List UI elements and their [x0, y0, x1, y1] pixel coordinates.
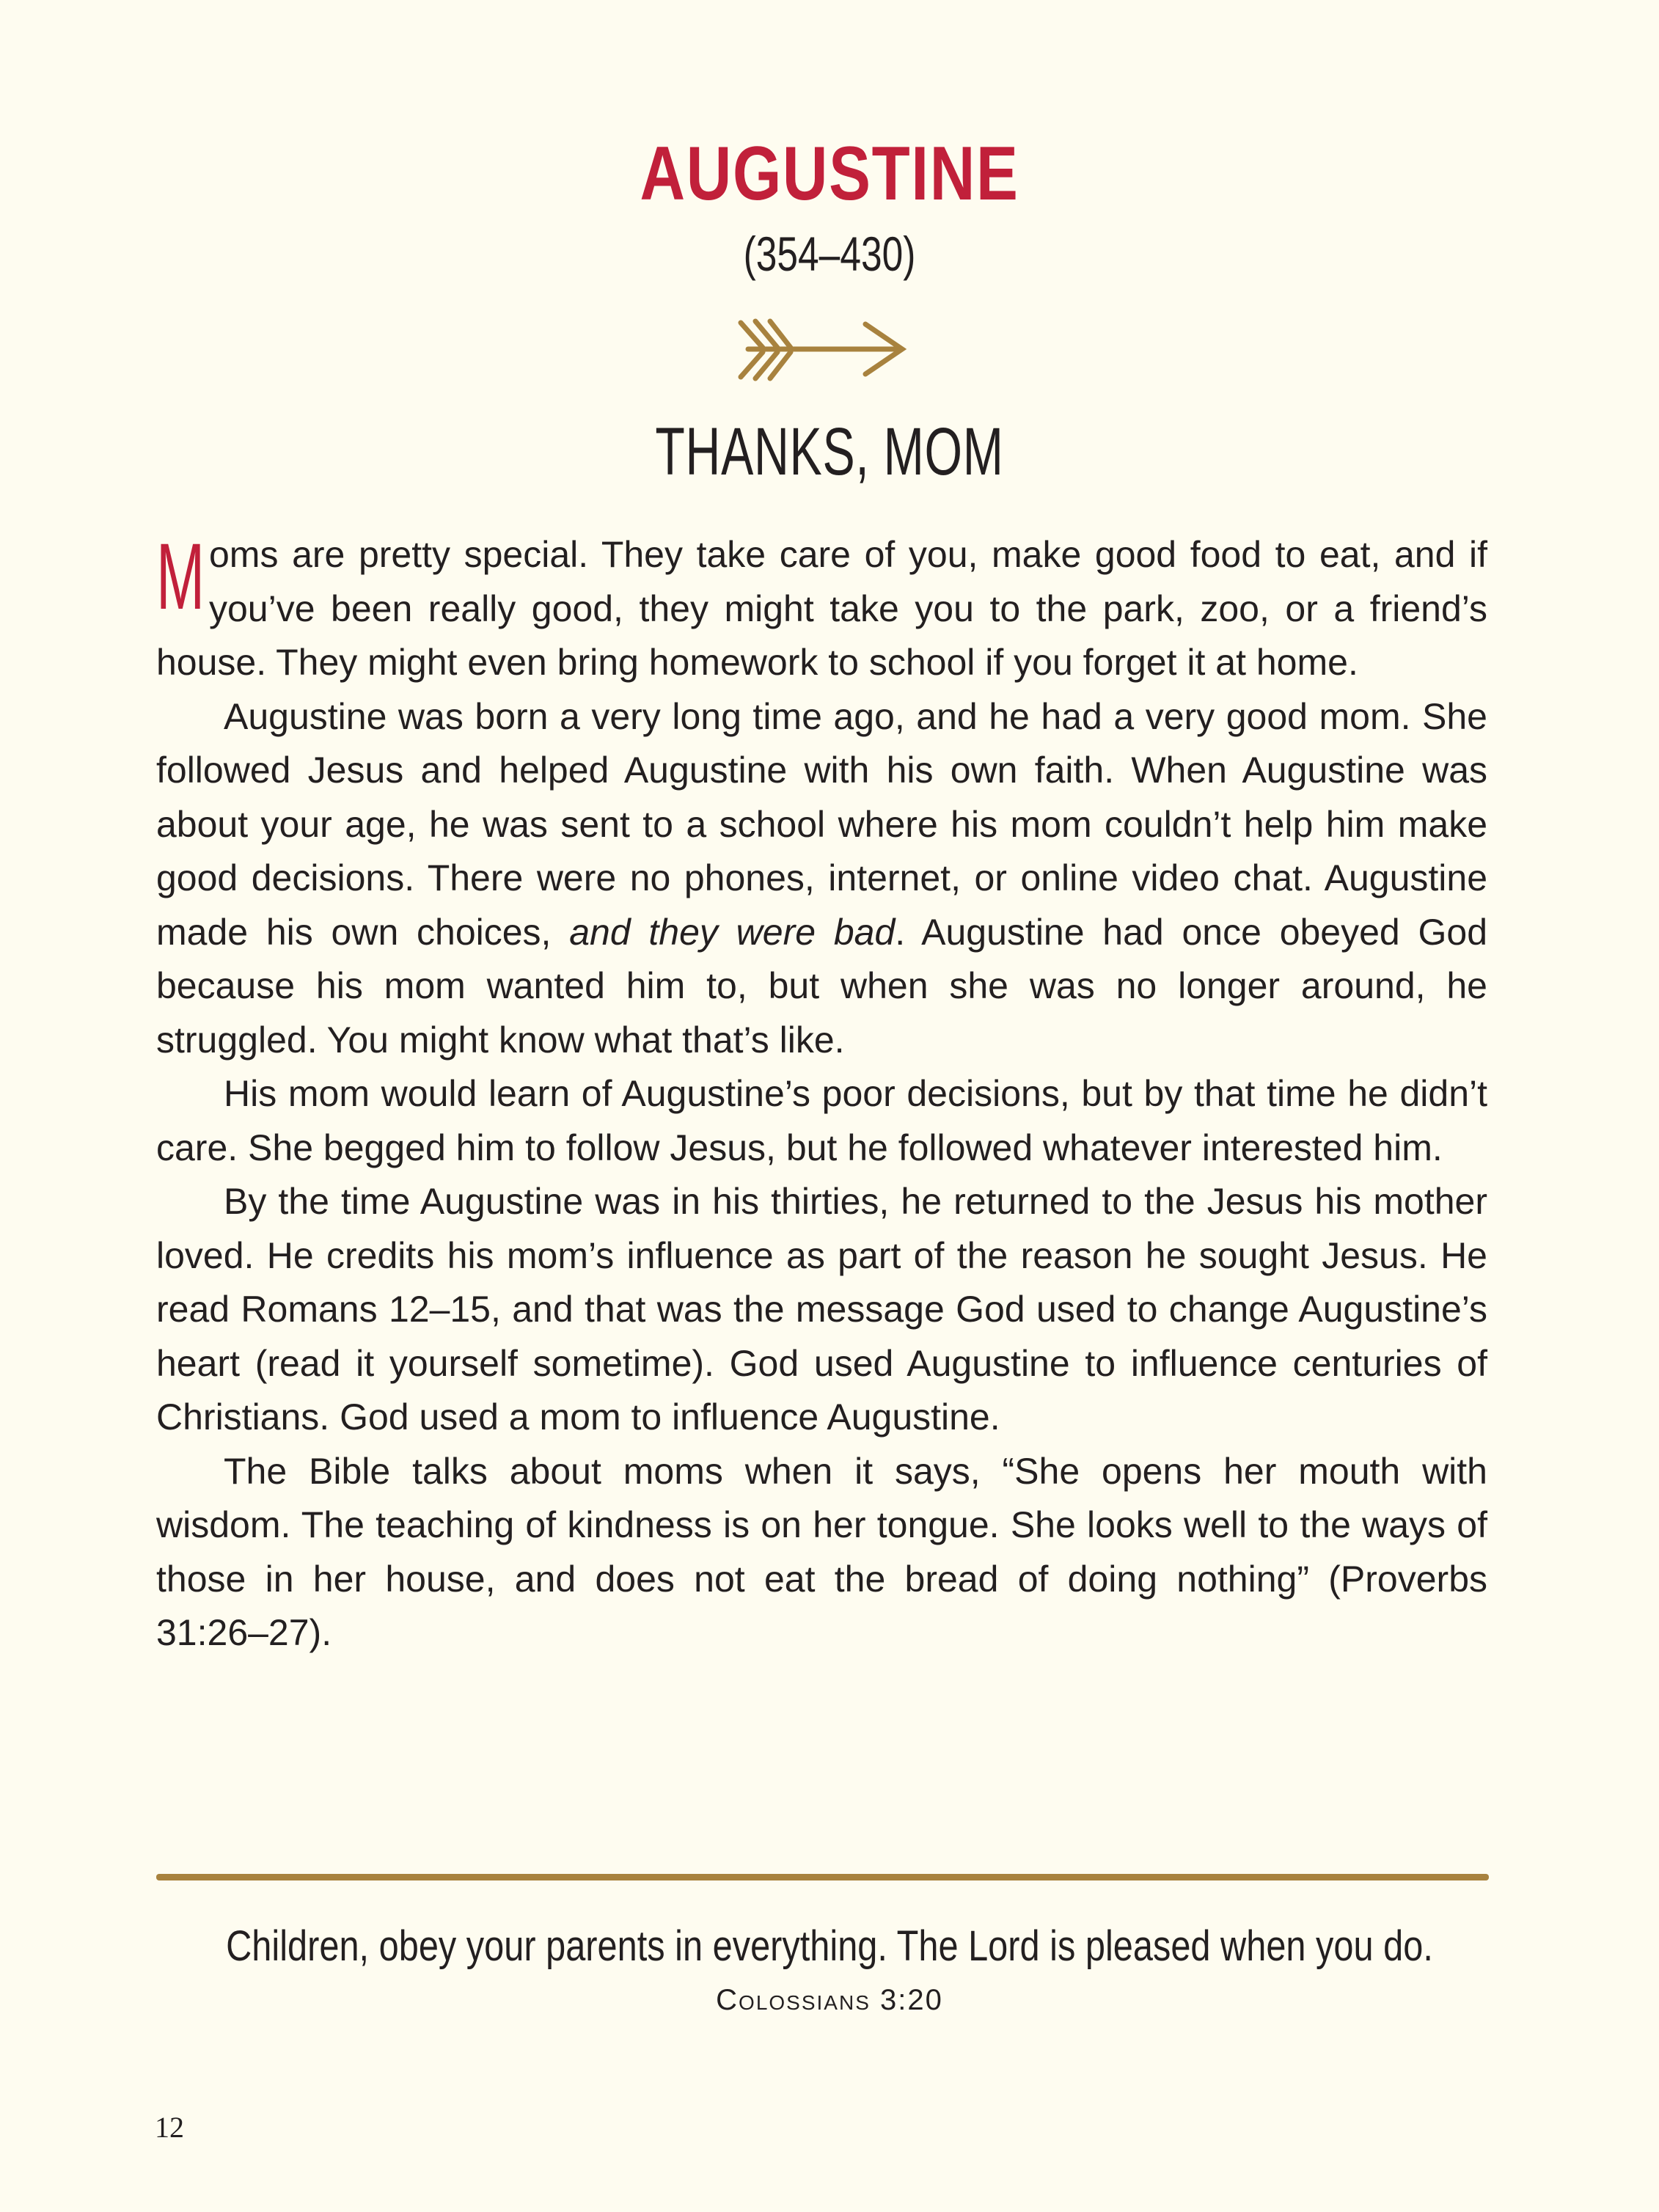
- paragraph-3: His mom would learn of Augustine’s poor decisions, but by that time he didn’t care. She begged him to follow Jesus, but he followed whatever interested him.: [156, 1073, 1487, 1168]
- paragraph-4: By the time Augustine was in his thirties, he returned to the Jesus his mother loved. He credits his mom’s influence as part of the reason he sought Jesus. He read Romans 12–15, and that was the message God used to change Augustine’s heart (read it yourself sometime). God used Augustine to influence centuries of Christians. God used a mom to influence Augustine.: [156, 1181, 1487, 1438]
- paragraph-2-text-a: Augustine was born a very long time ago, and he had a very good mom. She followed Jesus and helped Augustine with his own faith. When Augustine was about your age, he was sent to a school where his mom couldn’t help him make good decisions. There were no phones, internet, or online video chat. Augustine made his own choices,: [156, 695, 1487, 953]
- paragraph-1-text: oms are pretty special. They take care of you, make good food to eat, and if you’ve been really good, they might take you to the park, zoo, or a friend’s house. They might even bring homework to school if you forget it at home.: [156, 534, 1487, 683]
- chapter-title: AUGUSTINE: [640, 131, 1019, 216]
- verse-reference: Colossians 3:20: [716, 1984, 943, 2016]
- paragraph-2-text-b: . Augustine had once obeyed God because his mom wanted him to, but when she was no longer around, he struggled. You might know what that’s like.: [156, 911, 1488, 1061]
- paragraph-2: [156, 690, 1487, 1068]
- paragraph-5: The Bible talks about moms when it says, “She opens her mouth with wisdom. The teaching of kindness is on her tongue. She looks well to the ways of those in her house, and does not eat the bread of doing nothing” (Proverbs 31:26–27).: [156, 1450, 1487, 1653]
- verse-text: Children, obey your parents in everything. The Lord is pleased when you do.: [226, 1922, 1433, 1970]
- page-number: 12: [155, 2111, 184, 2144]
- drop-cap: M: [156, 524, 205, 629]
- paragraph-1: [156, 524, 1487, 690]
- body-text: [156, 524, 1488, 1660]
- chapter-header: [0, 131, 1659, 281]
- paragraph-2-emphasis: and they were bad: [569, 911, 896, 953]
- chapter-subtitle: THANKS, MOM: [655, 414, 1004, 489]
- divider-rule: [156, 1874, 1489, 1880]
- arrow-icon: [733, 314, 909, 387]
- chapter-dates: (354–430): [743, 227, 916, 281]
